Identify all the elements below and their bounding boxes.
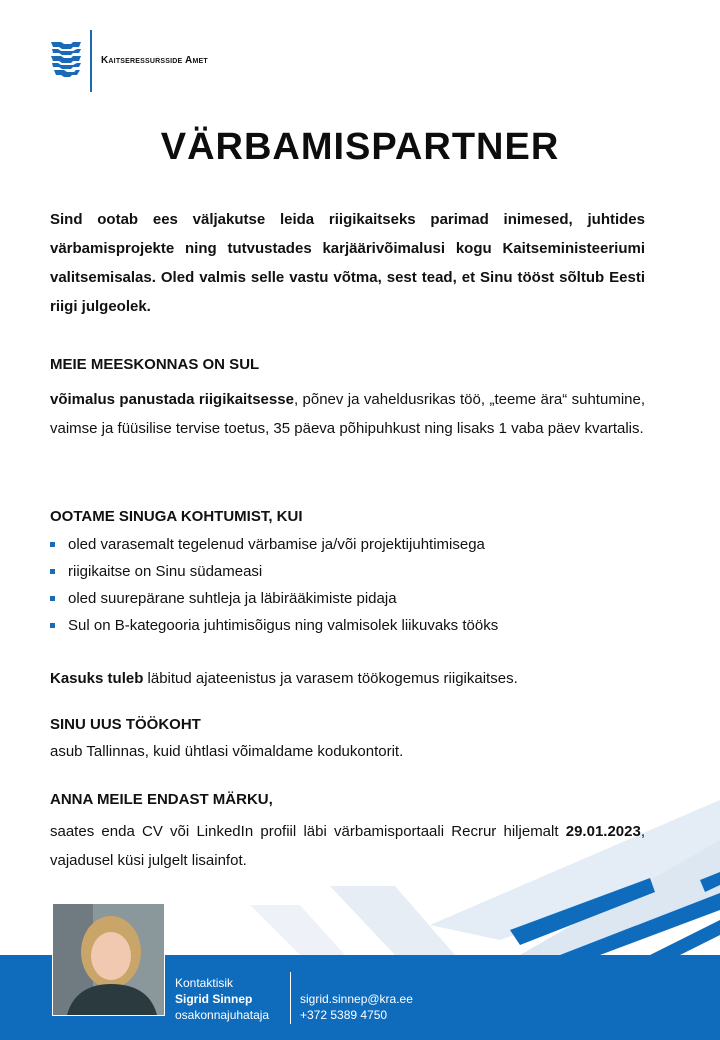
- team-paragraph: [50, 385, 645, 443]
- contact-details: [300, 991, 413, 1023]
- list-item: [50, 558, 498, 585]
- list-item: [50, 612, 498, 639]
- bullet-icon: [50, 569, 55, 574]
- header-divider: [90, 30, 92, 92]
- requirements-list: [50, 531, 498, 639]
- intro-paragraph: Sind ootab ees väljakutse leida riigikaitseks parimad inimesed, juhtides värbamisprojekte ning tutvustades karjäärivõimalusi kogu Kaitseministeeriumi valitsemisalas. Oled valmis selle vastu võtma, sest tead, et Sinu tööst sõltub Eesti riigi julgeolek.: [50, 211, 645, 315]
- list-item-text: riigikaitse on Sinu südameasi: [68, 563, 263, 580]
- list-item-text: Sul on B-kategooria juhtimisõigus ning valmisolek liikuvaks tööks: [68, 617, 499, 634]
- contact-label: Kontaktisik: [175, 976, 234, 990]
- list-item-text: oled varasemalt tegelenud värbamise ja/või projektijuhtimisega: [68, 536, 485, 553]
- bullet-icon: [50, 542, 55, 547]
- apply-heading: ANNA MEILE ENDAST MÄRKU,: [50, 791, 273, 808]
- bullet-icon: [50, 596, 55, 601]
- coat-of-arms-logo: [48, 38, 84, 84]
- list-item-text: oled suurepärane suhtleja ja läbirääkimiste pidaja: [68, 590, 397, 607]
- contact-position: osakonnajuhataja: [175, 1008, 270, 1022]
- bullet-icon: [50, 623, 55, 628]
- team-bold-lead: võimalus panustada riigikaitsesse: [50, 391, 294, 408]
- advantage-bold: Kasuks tuleb: [50, 670, 144, 687]
- workplace-heading: SINU UUS TÖÖKOHT: [50, 716, 201, 733]
- list-item: [50, 531, 498, 558]
- contact-photo: [52, 903, 165, 1016]
- apply-text-end: , vajadusel küsi julgelt lisainfot.: [50, 823, 645, 869]
- list-item: [50, 585, 498, 612]
- contact-person: [175, 975, 269, 1023]
- team-text: , põnev ja vaheldusrikas töö, „teeme ära“ suhtumine, vaimse ja füüsilise tervise toetus, 35 päeva põhipuhkust ning lisaks 1 vaba päev kvartalis.: [50, 391, 646, 437]
- contact-email[interactable]: sigrid.sinnep@kra.ee: [300, 992, 413, 1006]
- contact-divider: [290, 972, 291, 1024]
- contact-name: Sigrid Sinnep: [175, 992, 253, 1006]
- apply-deadline: 29.01.2023: [565, 823, 641, 840]
- workplace-text: asub Tallinnas, kuid ühtlasi võimaldame kodukontorit.: [50, 743, 404, 760]
- contact-phone[interactable]: +372 5389 4750: [300, 1008, 388, 1022]
- organization-name: Kaitseressursside Amet: [101, 55, 208, 66]
- page-title: VÄRBAMISPARTNER: [160, 126, 560, 168]
- advantage-paragraph: [50, 664, 645, 693]
- apply-paragraph: [50, 817, 645, 875]
- team-heading: MEIE MEESKONNAS ON SUL: [50, 356, 260, 373]
- advantage-text: läbitud ajateenistus ja varasem töökogemus riigikaitses.: [143, 670, 518, 687]
- requirements-heading: OOTAME SINUGA KOHTUMIST, KUI: [50, 508, 303, 525]
- apply-text: saates enda CV või LinkedIn profiil läbi värbamisportaali Recrur hiljemalt: [50, 823, 566, 840]
